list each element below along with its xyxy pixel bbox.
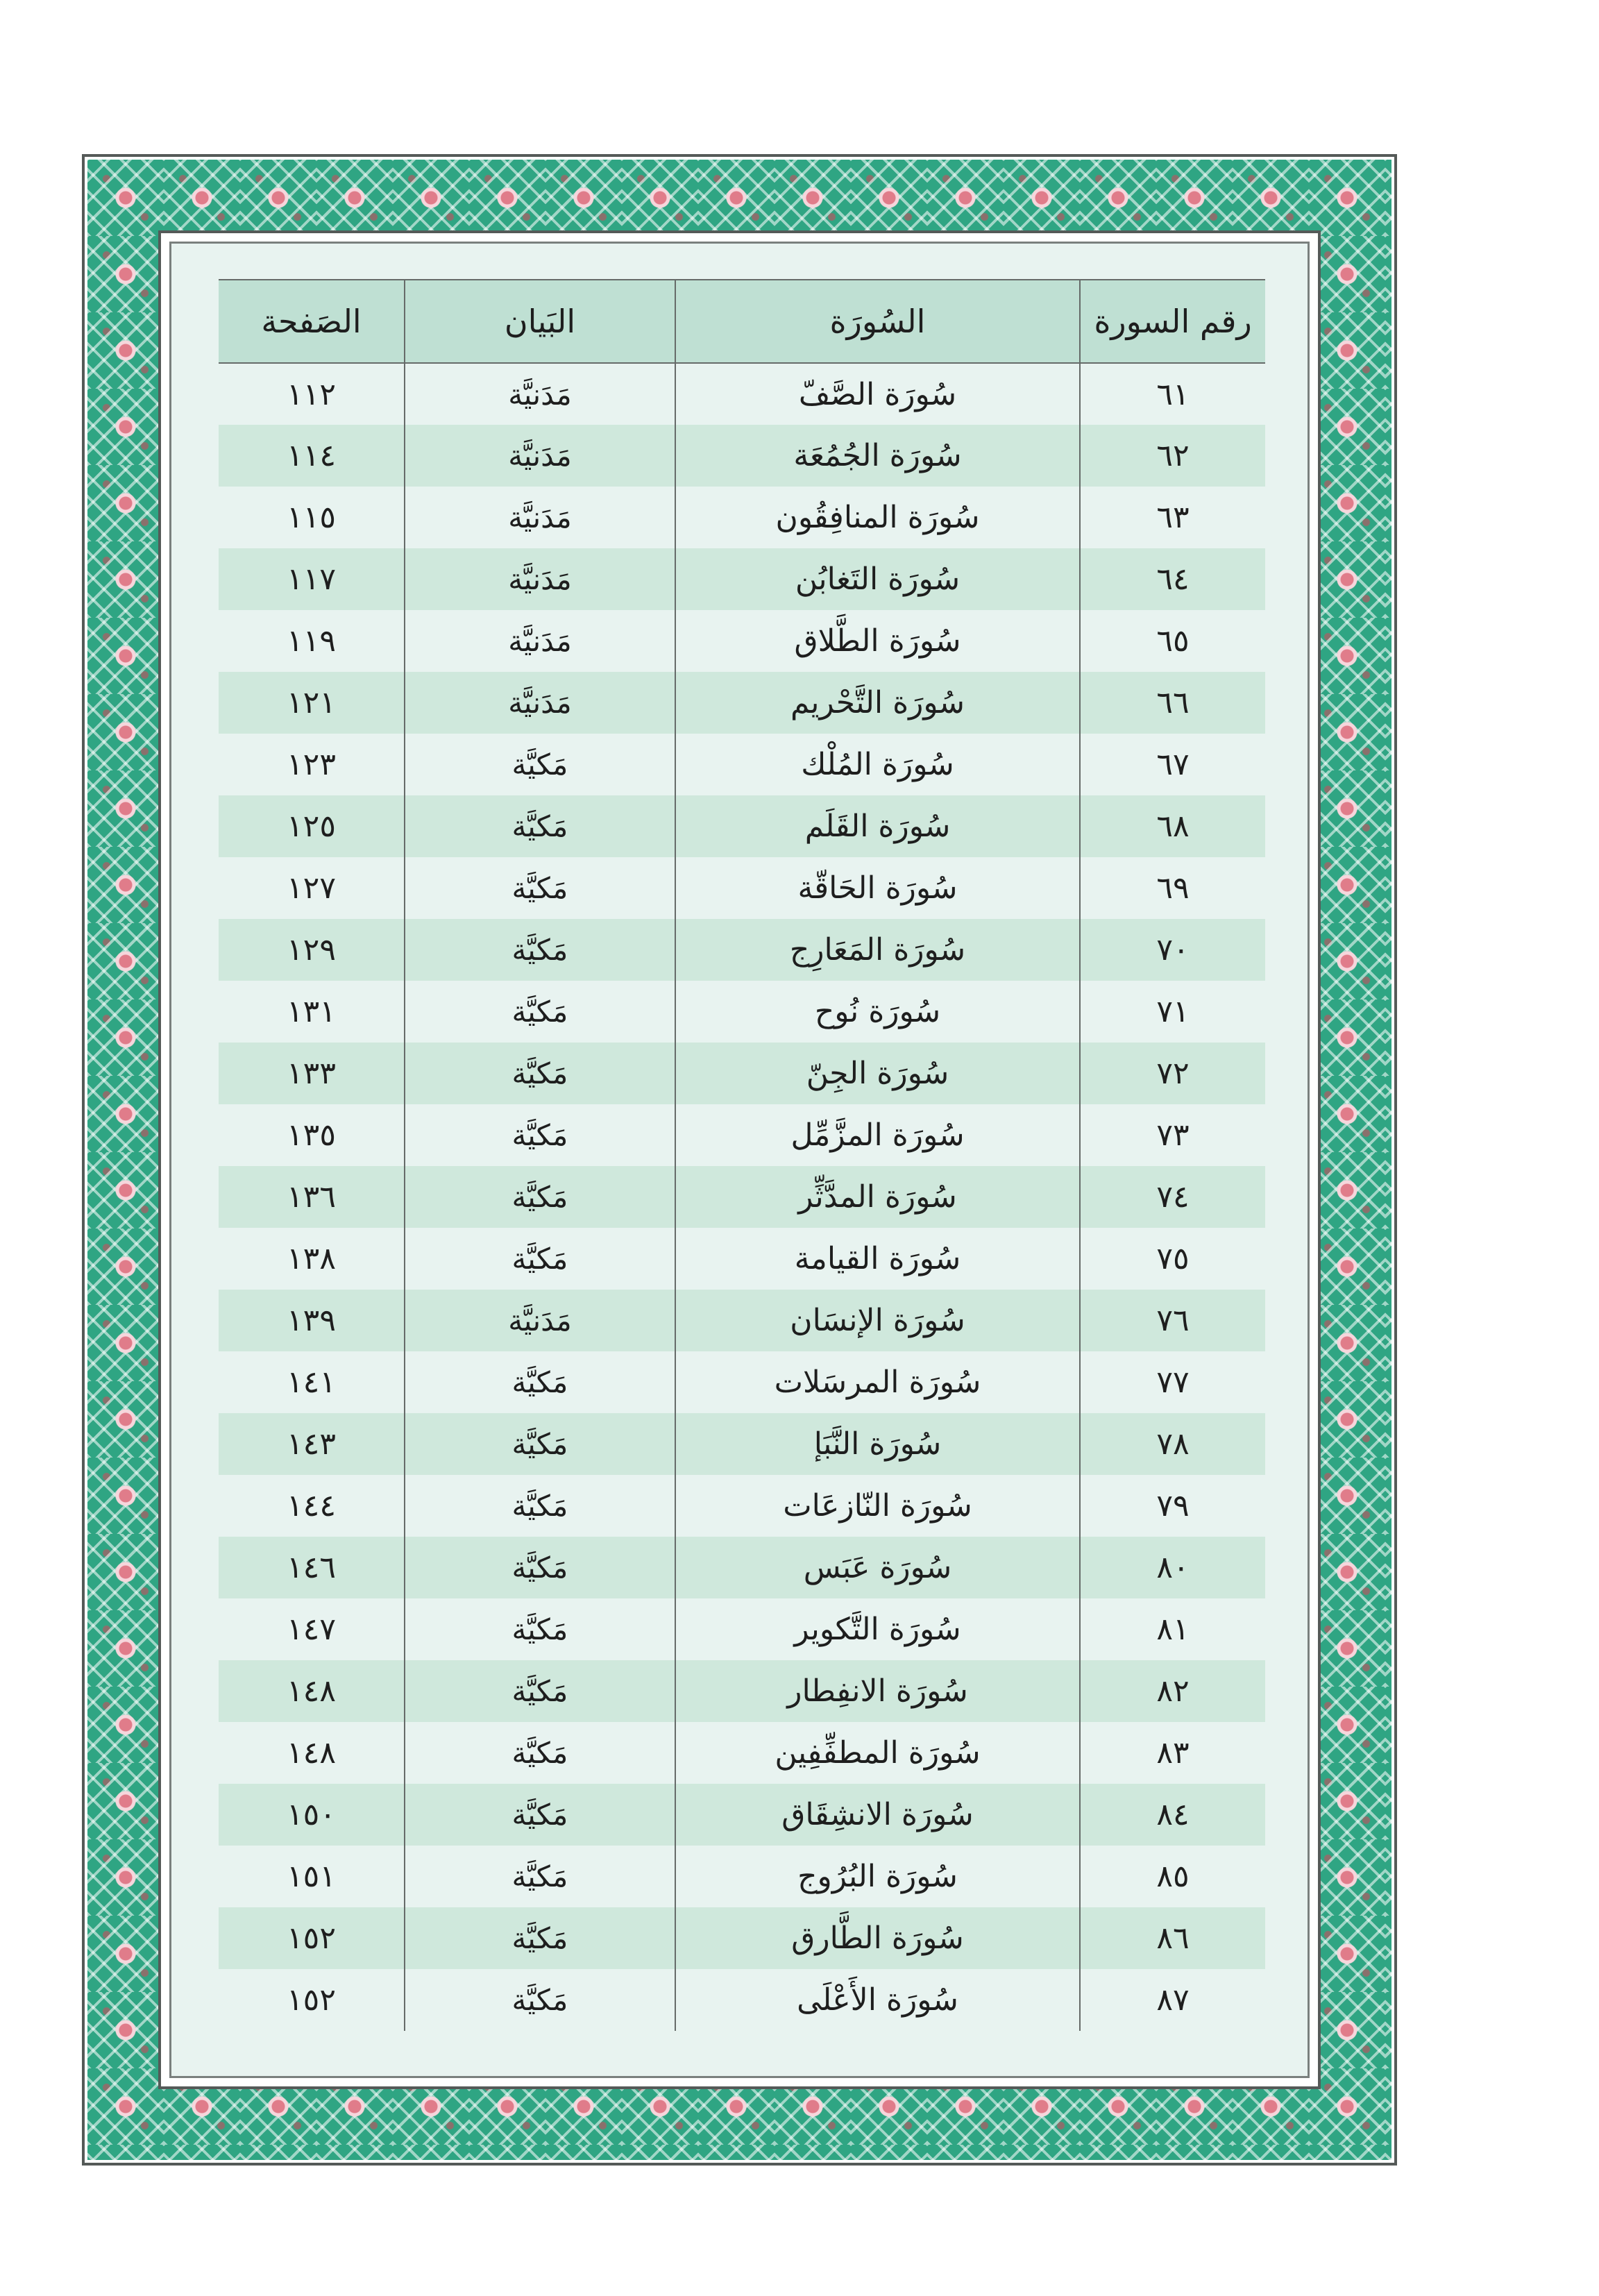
surah-type: مَدَنيَّة	[405, 487, 675, 548]
page-number: ١٣٥	[287, 1117, 336, 1153]
surah-name: سُورَة الجُمُعَة	[675, 425, 1080, 487]
surah-name: سُورَة المطفِّفِين	[675, 1722, 1080, 1784]
page-number: ١١٥	[287, 500, 336, 535]
surah-type: مَدَنيَّة	[405, 548, 675, 610]
surah-number: ٦٤	[1080, 548, 1265, 610]
table-row	[219, 1660, 1265, 1722]
surah-type: مَكيَّة	[405, 1598, 675, 1660]
surah-number: ٦٧	[1080, 734, 1265, 795]
header-page: الصَفحة	[219, 280, 405, 363]
table-row	[219, 487, 1265, 548]
surah-number: ٦٩	[1080, 857, 1265, 919]
table-row	[219, 1907, 1265, 1969]
page-number: ١٤١	[287, 1365, 336, 1400]
table-row	[219, 734, 1265, 795]
surah-type: مَدَنيَّة	[405, 610, 675, 672]
surah-number: ٨٥	[1080, 1846, 1265, 1907]
surah-number: ٦٨	[1080, 795, 1265, 857]
page-number: ١٣٨	[287, 1241, 336, 1276]
page-number: ١٤٨	[287, 1735, 336, 1771]
surah-name: سُورَة المزَّمِّل	[675, 1104, 1080, 1166]
table-row	[219, 1846, 1265, 1907]
table-row	[219, 1043, 1265, 1104]
table-row	[219, 363, 1265, 425]
page-number: ١٣٦	[287, 1179, 336, 1215]
table-row	[219, 1784, 1265, 1846]
table-row	[219, 1598, 1265, 1660]
surah-type: مَكيَّة	[405, 1660, 675, 1722]
surah-name: سُورَة النَّبَإ	[675, 1413, 1080, 1475]
surah-number: ٨٧	[1080, 1969, 1265, 2031]
surah-type: مَكيَّة	[405, 795, 675, 857]
surah-number: ٦١	[1080, 363, 1265, 425]
surah-name: سُورَة المَعَارِج	[675, 919, 1080, 981]
surah-type: مَدَنيَّة	[405, 425, 675, 487]
surah-number: ٦٣	[1080, 487, 1265, 548]
surah-number: ٧٢	[1080, 1043, 1265, 1104]
surah-type: مَكيَّة	[405, 1722, 675, 1784]
surah-name: سُورَة القيامة	[675, 1228, 1080, 1290]
surah-type: مَكيَّة	[405, 1228, 675, 1290]
surah-name: سُورَة البُرُوج	[675, 1846, 1080, 1907]
surah-number: ٧٠	[1080, 919, 1265, 981]
table-header-row	[219, 280, 1265, 363]
page-number: ١١٢	[287, 376, 336, 412]
surah-number: ٦٦	[1080, 672, 1265, 734]
surah-name: سُورَة المنافِقُون	[675, 487, 1080, 548]
surah-name: سُورَة الطَّلاق	[675, 610, 1080, 672]
page-number: ١١٧	[287, 562, 336, 597]
header-surah-number: رقم السورة	[1080, 280, 1265, 363]
surah-name: سُورَة الأَعْلَى	[675, 1969, 1080, 2031]
surah-type: مَكيَّة	[405, 981, 675, 1043]
table-row	[219, 795, 1265, 857]
page-number: ١٣١	[287, 994, 336, 1029]
page-number: ١٤٧	[287, 1612, 336, 1647]
surah-name: سُورَة المرسَلات	[675, 1351, 1080, 1413]
surah-number: ٦٥	[1080, 610, 1265, 672]
surah-type: مَكيَّة	[405, 1784, 675, 1846]
page-number: ١٢١	[287, 685, 336, 720]
page-number: ١١٩	[287, 623, 336, 659]
surah-number: ٧٣	[1080, 1104, 1265, 1166]
page-number: ١٤٤	[287, 1488, 336, 1523]
surah-number: ٧٩	[1080, 1475, 1265, 1537]
surah-name: سُورَة النّازعَات	[675, 1475, 1080, 1537]
surah-number: ٧٧	[1080, 1351, 1265, 1413]
table-row	[219, 981, 1265, 1043]
surah-name: سُورَة الطَّارق	[675, 1907, 1080, 1969]
surah-number: ٨٦	[1080, 1907, 1265, 1969]
table-row	[219, 425, 1265, 487]
page-number: ١٤٦	[287, 1550, 336, 1585]
page-number: ١٥٢	[287, 1982, 336, 2018]
surah-name: سُورَة المُلْك	[675, 734, 1080, 795]
surah-name: سُورَة التَّحْريم	[675, 672, 1080, 734]
surah-name: سُورَة الحَاقّة	[675, 857, 1080, 919]
table-row	[219, 1166, 1265, 1228]
surah-name: سُورَة عَبَس	[675, 1537, 1080, 1598]
page-number: ١٢٧	[287, 870, 336, 906]
surah-name: سُورَة الانفِطار	[675, 1660, 1080, 1722]
surah-name: سُورَة القَلَم	[675, 795, 1080, 857]
surah-name: سُورَة الجِنّ	[675, 1043, 1080, 1104]
table-row	[219, 1475, 1265, 1537]
surah-type: مَكيَّة	[405, 1043, 675, 1104]
table-row	[219, 919, 1265, 981]
surah-number: ٨٣	[1080, 1722, 1265, 1784]
surah-number: ٨٠	[1080, 1537, 1265, 1598]
surah-type: مَكيَّة	[405, 1104, 675, 1166]
surah-name: سُورَة الانشِقَاق	[675, 1784, 1080, 1846]
surah-number: ٧٥	[1080, 1228, 1265, 1290]
surah-type: مَكيَّة	[405, 1413, 675, 1475]
page-number: ١٢٣	[287, 747, 336, 782]
page-number: ١٥١	[287, 1859, 336, 1894]
surah-name: سُورَة المدَّثِّر	[675, 1166, 1080, 1228]
surah-number: ٧٤	[1080, 1166, 1265, 1228]
surah-type: مَكيَّة	[405, 1907, 675, 1969]
surah-type: مَدَنيَّة	[405, 363, 675, 425]
header-surah-name: السُورَة	[675, 280, 1080, 363]
surah-index-table	[219, 279, 1265, 2031]
surah-number: ٦٢	[1080, 425, 1265, 487]
table-row	[219, 1969, 1265, 2031]
page-number: ١٢٩	[287, 932, 336, 968]
page-number: ١٢٥	[287, 809, 336, 844]
table-row	[219, 1351, 1265, 1413]
surah-name: سُورَة الإنسَان	[675, 1290, 1080, 1351]
surah-type: مَكيَّة	[405, 734, 675, 795]
surah-type: مَدَنيَّة	[405, 672, 675, 734]
page-number: ١٥٠	[287, 1797, 336, 1832]
header-surah-type: البَيان	[405, 280, 675, 363]
surah-type: مَكيَّة	[405, 857, 675, 919]
page-number: ١٣٩	[287, 1303, 336, 1338]
surah-number: ٨٤	[1080, 1784, 1265, 1846]
page-number: ١٣٣	[287, 1056, 336, 1091]
surah-type: مَدَنيَّة	[405, 1290, 675, 1351]
table-row	[219, 1722, 1265, 1784]
surah-number: ٧٦	[1080, 1290, 1265, 1351]
surah-type: مَكيَّة	[405, 1351, 675, 1413]
table-row	[219, 1228, 1265, 1290]
page-number: ١٥٢	[287, 1921, 336, 1956]
surah-name: سُورَة التَغابُن	[675, 548, 1080, 610]
surah-name: سُورَة الصَّفّ	[675, 363, 1080, 425]
page-number: ١١٤	[287, 438, 336, 473]
surah-number: ٨٢	[1080, 1660, 1265, 1722]
surah-number: ٧١	[1080, 981, 1265, 1043]
surah-type: مَكيَّة	[405, 1846, 675, 1907]
surah-name: سُورَة التَّكوير	[675, 1598, 1080, 1660]
surah-type: مَكيَّة	[405, 1475, 675, 1537]
table-row	[219, 672, 1265, 734]
table-row	[219, 857, 1265, 919]
surah-type: مَكيَّة	[405, 1969, 675, 2031]
page-number: ١٤٨	[287, 1673, 336, 1709]
surah-number: ٨١	[1080, 1598, 1265, 1660]
page-number: ١٤٣	[287, 1426, 336, 1462]
table-row	[219, 1290, 1265, 1351]
table-row	[219, 548, 1265, 610]
surah-type: مَكيَّة	[405, 1537, 675, 1598]
surah-type: مَكيَّة	[405, 1166, 675, 1228]
surah-number: ٧٨	[1080, 1413, 1265, 1475]
surah-type: مَكيَّة	[405, 919, 675, 981]
table-row	[219, 1104, 1265, 1166]
table-row	[219, 1537, 1265, 1598]
table-row	[219, 610, 1265, 672]
table-row	[219, 1413, 1265, 1475]
surah-name: سُورَة نُوح	[675, 981, 1080, 1043]
